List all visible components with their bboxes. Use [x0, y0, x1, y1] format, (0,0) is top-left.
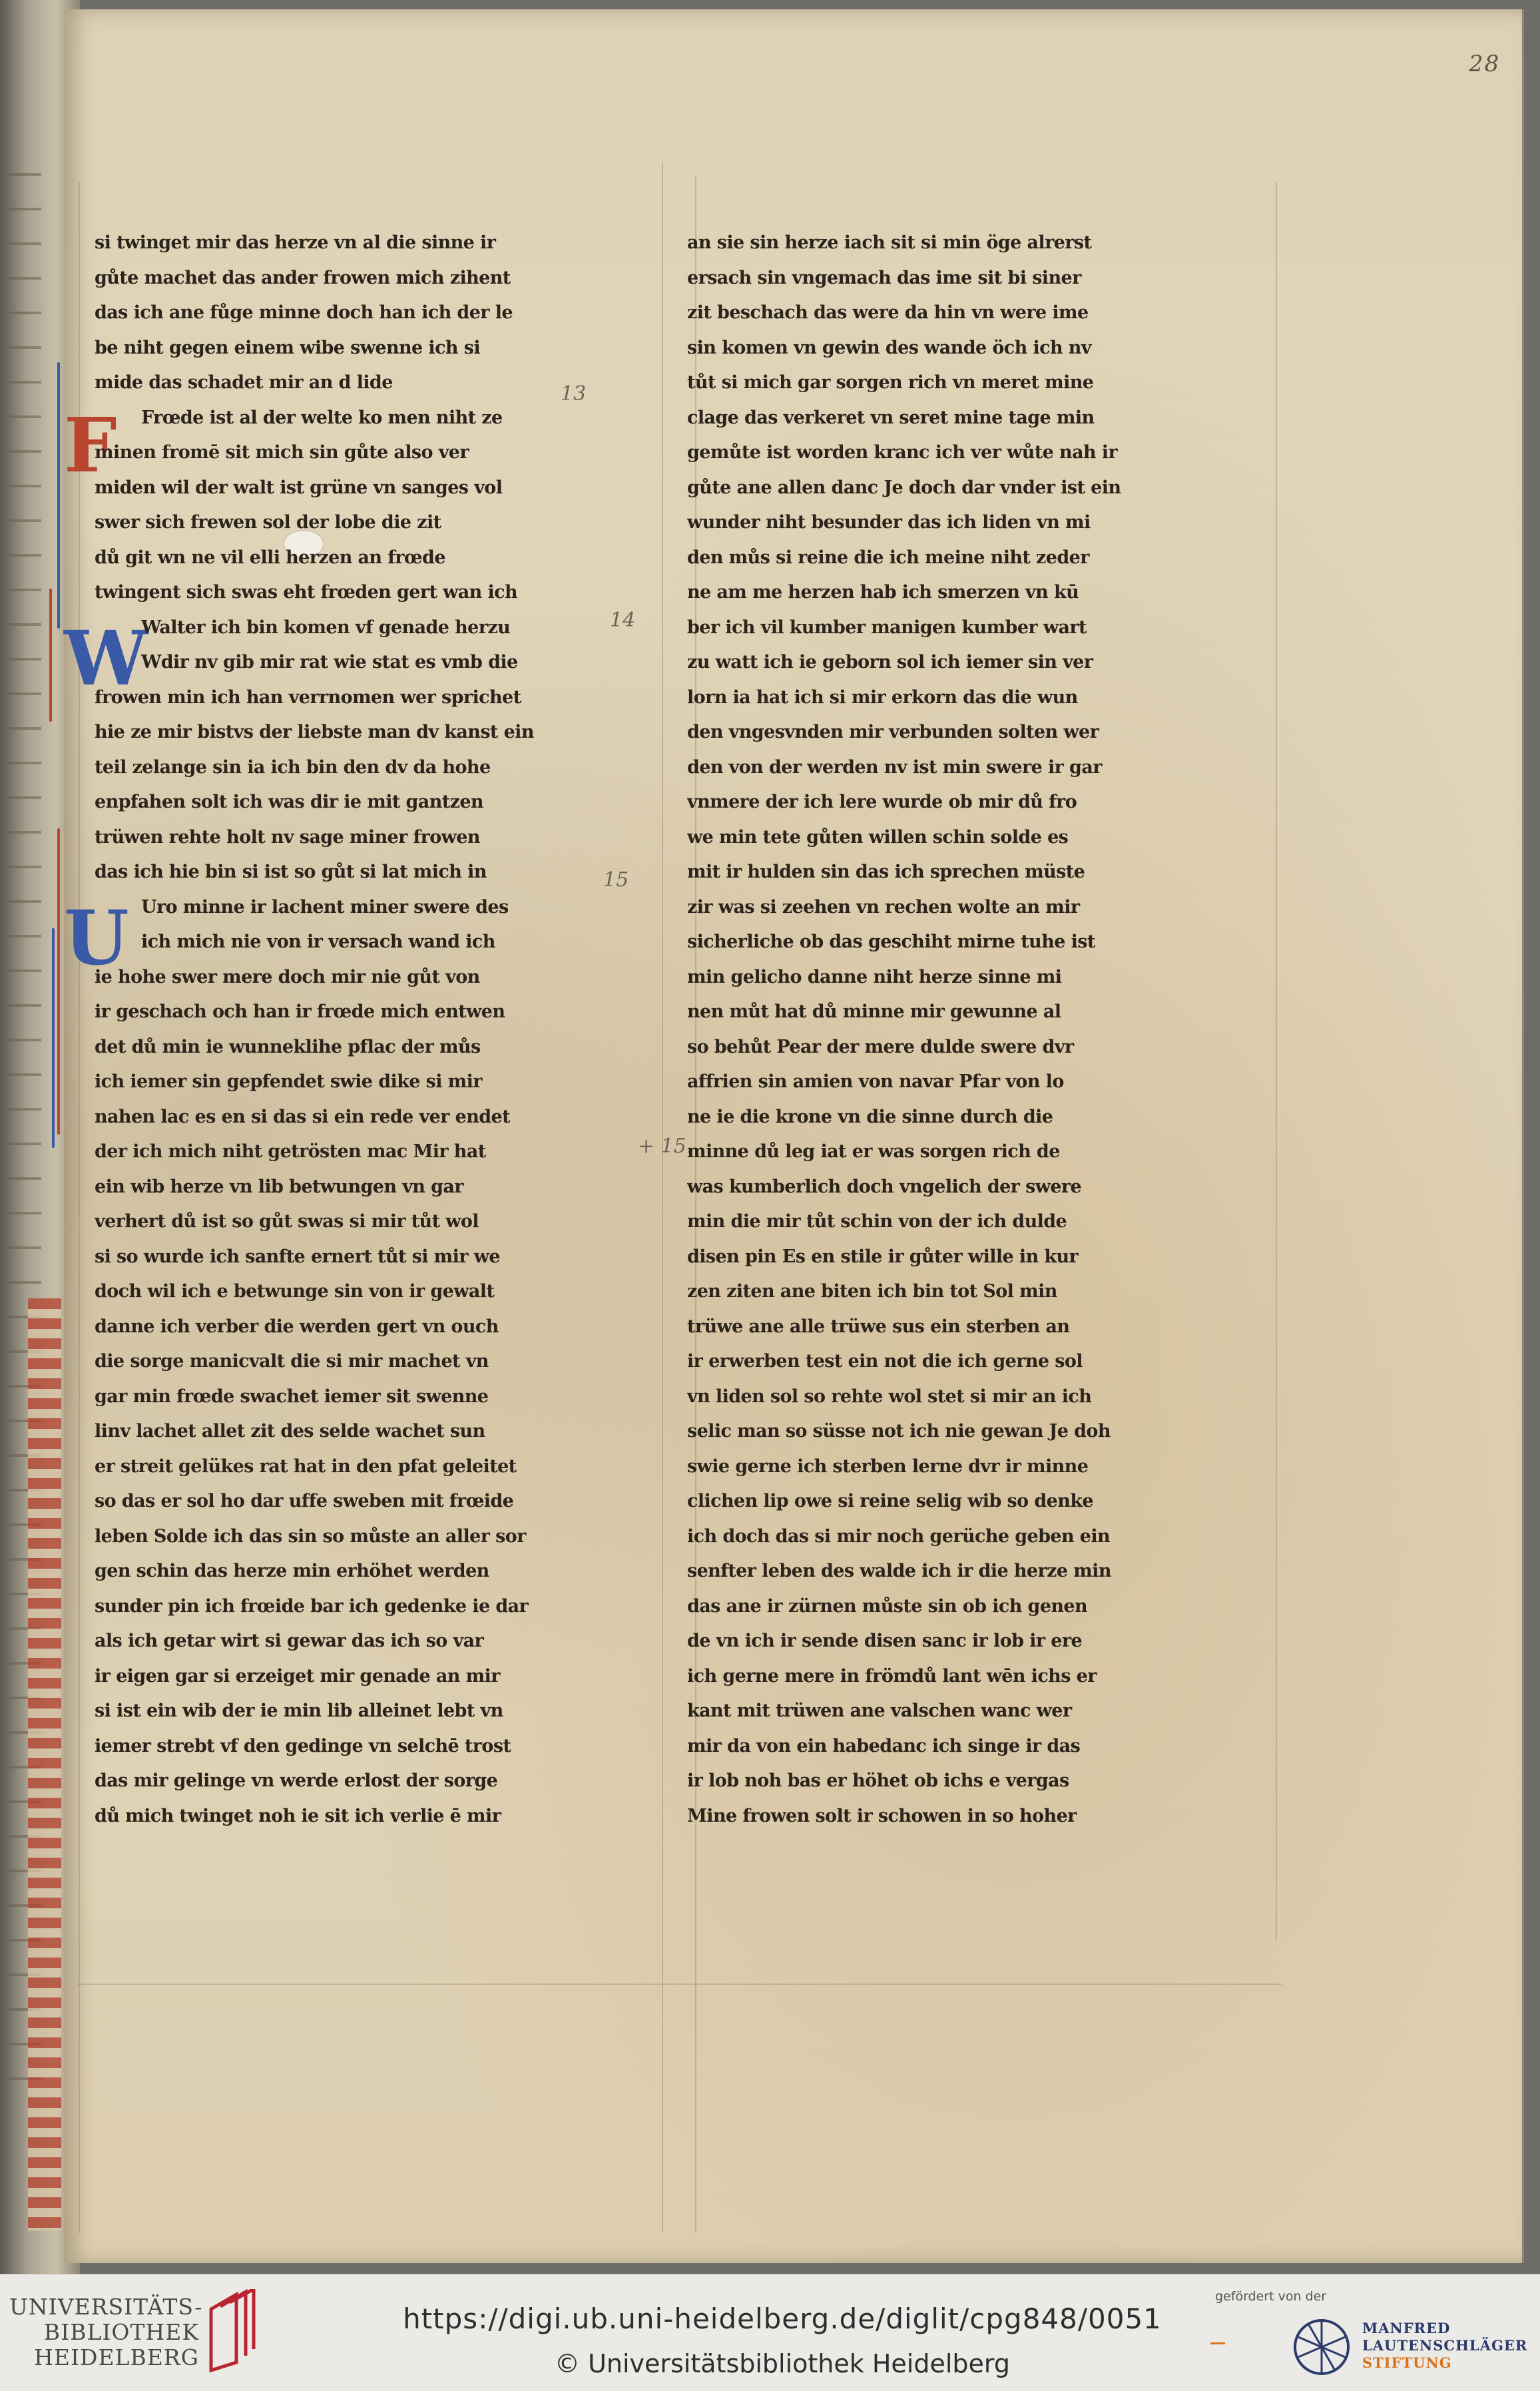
- manuscript-line: das mir gelinge vn werde erlost der sorge: [95, 1770, 498, 1791]
- manuscript-line: den von der werden nv ist min swere ir gar: [687, 756, 1102, 778]
- marginal-note-13: 13: [561, 382, 587, 405]
- ruling-line-bottom: [77, 1984, 1282, 1985]
- flourish-red-2: [57, 828, 60, 1135]
- facing-page-text-stroke: [7, 589, 41, 591]
- manuscript-line: mide das schadet mir an d lide: [95, 372, 393, 393]
- manuscript-line: Mine frowen solt ir schowen in so hoher: [687, 1805, 1077, 1826]
- facing-page-text-stroke: [7, 1281, 41, 1284]
- sponsor-subtitle: STIFTUNG: [1362, 2354, 1452, 2371]
- manuscript-line: trüwen rehte holt nv sage miner frowen: [95, 826, 480, 848]
- facing-page-text-stroke: [7, 554, 41, 557]
- manuscript-line: clichen lip owe si reine selig wib so denke: [687, 1491, 1093, 1511]
- manuscript-line: twingent sich swas eht frœden gert wan ich: [95, 582, 518, 603]
- manuscript-line: frowen min ich han verrnomen wer sprichet: [95, 686, 521, 708]
- facing-page-text-stroke: [7, 969, 41, 972]
- manuscript-line: die sorge manicvalt die si mir machet vn: [95, 1351, 489, 1372]
- manuscript-line: ersach sin vngemach das ime sit bi siner: [687, 267, 1081, 288]
- manuscript-line: kant mit trüwen ane valschen wanc wer: [687, 1701, 1072, 1721]
- manuscript-line: det dů min ie wunneklihe pflac der můs: [95, 1036, 481, 1057]
- library-logo-icon: [203, 2289, 256, 2372]
- manuscript-line: nen můt hat dů minne mir gewunne al: [687, 1001, 1061, 1022]
- manuscript-line: ber ich vil kumber manigen kumber wart: [687, 617, 1087, 638]
- manuscript-line: wunder niht besunder das ich liden vn mi: [687, 512, 1091, 533]
- library-logo-text: [9, 2294, 203, 2370]
- ruling-line-left: [79, 182, 80, 2233]
- manuscript-line: minen fromē sit mich sin gůte also ver: [95, 442, 469, 463]
- manuscript-line: be niht gegen einem wibe swenne ich si: [95, 337, 481, 358]
- facing-page-text-stroke: [7, 485, 41, 487]
- facing-page-text-stroke: [7, 796, 41, 799]
- facing-page-text-stroke: [7, 1108, 41, 1111]
- manuscript-line: zir was si zeehen vn rechen wolte an mir: [687, 896, 1080, 918]
- marginal-note-14: 14: [610, 609, 636, 632]
- manuscript-line: danne ich verber die werden gert vn ouch: [95, 1316, 499, 1337]
- manuscript-line: ir lob noh bas er höhet ob ichs e vergas: [687, 1770, 1069, 1791]
- manuscript-line: ir erwerben test ein not die ich gerne sol: [687, 1351, 1083, 1372]
- manuscript-line: selic man so süsse not ich nie gewan Je doh: [687, 1421, 1111, 1442]
- facing-page-text-stroke: [7, 935, 41, 937]
- manuscript-line: gemůte ist worden kranc ich ver wůte nah ir: [687, 442, 1118, 463]
- manuscript-line: hie ze mir bistvs der liebste man dv kanst ein: [95, 722, 534, 742]
- facing-page-text-stroke: [7, 277, 41, 280]
- manuscript-line: swer sich frewen sol der lobe die zit: [95, 512, 441, 533]
- sponsor-name: [1362, 2320, 1535, 2372]
- manuscript-line: affrien sin amien von navar Pfar von lo: [687, 1071, 1064, 1092]
- facing-page-text-stroke: [7, 208, 41, 210]
- facing-page-text-stroke: [7, 1143, 41, 1145]
- manuscript-line: miden wil der walt ist grüne vn sanges vol: [95, 477, 503, 498]
- manuscript-line: was kumberlich doch vngelich der swere: [687, 1176, 1082, 1197]
- manuscript-line: linv lachet allet zit des selde wachet sun: [95, 1421, 485, 1442]
- manuscript-line: mit ir hulden sin das ich sprechen müste: [687, 862, 1085, 882]
- facing-page-text-stroke: [7, 1004, 41, 1007]
- facing-page-text-stroke: [7, 658, 41, 661]
- manuscript-line: als ich getar wirt si gewar das ich so var: [95, 1631, 484, 1651]
- manuscript-line: ich gerne mere in frömdů lant wēn ichs er: [687, 1665, 1097, 1687]
- manuscript-line: enpfahen solt ich was dir ie mit gantzen: [95, 792, 483, 812]
- manuscript-line: das ich hie bin si ist so gůt si lat mich in: [95, 862, 487, 882]
- manuscript-line: si twinget mir das herze vn al die sinne ir: [95, 232, 496, 253]
- manuscript-line: sunder pin ich frœide bar ich gedenke ie dar: [95, 1595, 529, 1617]
- manuscript-line: nahen lac es en si das si ein rede ver endet: [95, 1106, 510, 1127]
- manuscript-line: ir eigen gar si erzeiget mir genade an mir: [95, 1665, 500, 1687]
- facing-page-text-stroke: [7, 692, 41, 695]
- facing-page-text-stroke: [7, 415, 41, 418]
- facing-page-text-stroke: [7, 1212, 41, 1214]
- facing-page-text-stroke: [7, 623, 41, 626]
- manuscript-line: swie gerne ich sterben lerne dvr ir minne: [687, 1456, 1089, 1477]
- facing-page-text-stroke: [7, 450, 41, 453]
- library-name-line: UNIVERSITÄTS-: [9, 2294, 203, 2320]
- manuscript-line: si ist ein wib der ie min lib alleinet lebt vn: [95, 1701, 503, 1721]
- manuscript-line: ich doch das si mir noch gerüche geben ein: [687, 1525, 1111, 1547]
- sponsor-dash: [1210, 2342, 1225, 2344]
- manuscript-line: vn liden sol so rehte wol stet si mir an ich: [687, 1386, 1092, 1407]
- manuscript-line: gůte machet das ander frowen mich zihent: [95, 267, 511, 288]
- manuscript-line: zu watt ich ie geborn sol ich iemer sin ver: [687, 652, 1093, 672]
- manuscript-line: we min tete gůten willen schin solde es: [687, 826, 1069, 848]
- sponsor-name-line: MANFRED: [1362, 2320, 1451, 2336]
- left-text-column: [95, 226, 674, 1834]
- copyright-notice: © Universitätsbibliothek Heidelberg: [554, 2349, 1011, 2378]
- ruling-line-right: [1276, 182, 1277, 1940]
- facing-page-text-stroke: [7, 312, 41, 314]
- folio-number: 28: [1469, 51, 1501, 77]
- facing-page-text-stroke: [7, 346, 41, 349]
- manuscript-line: dů git wn ne vil elli herzen an frœde: [95, 547, 445, 568]
- facing-page-text-stroke: [7, 1246, 41, 1249]
- footer-bar: [0, 2274, 1540, 2391]
- facing-page-text-stroke: [7, 1073, 41, 1076]
- facing-page-text-stroke: [7, 866, 41, 868]
- marginal-note-15: 15: [603, 868, 629, 892]
- flourish-red-1: [49, 589, 52, 722]
- manuscript-line: Uro minne ir lachent miner swere des: [141, 896, 509, 918]
- folio-page: [64, 9, 1524, 2263]
- manuscript-line: teil zelange sin ia ich bin den dv da hohe: [95, 756, 491, 778]
- manuscript-line: so behůt Pear der mere dulde swere dvr: [687, 1036, 1074, 1057]
- library-name-line: BIBLIOTHEK: [43, 2319, 199, 2345]
- manuscript-line: ie hohe swer mere doch mir nie gůt von: [95, 966, 480, 987]
- facing-page-text-stroke: [7, 762, 41, 764]
- manuscript-line: ne ie die krone vn die sinne durch die: [687, 1106, 1053, 1127]
- manuscript-line: leben Solde ich das sin so můste an aller sor: [95, 1525, 526, 1547]
- manuscript-line: verhert dů ist so gůt swas si mir tůt wol: [95, 1211, 479, 1232]
- manuscript-line: dů mich twinget noh ie sit ich verlie ē mir: [95, 1805, 501, 1826]
- flourish-blue-1: [57, 362, 60, 629]
- manuscript-line: min die mir tůt schin von der ich dulde: [687, 1211, 1067, 1232]
- facing-page-text-stroke: [7, 900, 41, 903]
- permalink-url[interactable]: https://digi.ub.uni-heidelberg.de/diglit/cpg848/0051: [403, 2302, 1162, 2335]
- right-text-column: [687, 226, 1266, 1834]
- manuscript-line: tůt si mich gar sorgen rich vn meret mine: [687, 372, 1094, 393]
- manuscript-line: gar min frœde swachet iemer sit swenne: [95, 1386, 489, 1407]
- manuscript-line: senfter leben des walde ich ir die herze min: [687, 1561, 1111, 1581]
- manuscript-line: ir geschach och han ir frœde mich entwen: [95, 1001, 505, 1022]
- facing-page-text-stroke: [7, 831, 41, 834]
- marginal-note-plus-15: + 15.: [638, 1135, 693, 1158]
- manuscript-line: zit beschach das were da hin vn were ime: [687, 302, 1089, 323]
- facing-page-text-stroke: [7, 381, 41, 384]
- manuscript-line: gen schin das herze min erhöhet werden: [95, 1561, 489, 1581]
- manuscript-line: clage das verkeret vn seret mine tage min: [687, 407, 1095, 428]
- sponsor-name-line: LAUTENSCHLÄGER: [1362, 2337, 1528, 2354]
- manuscript-line: er streit gelükes rat hat in den pfat geleitet: [95, 1456, 517, 1477]
- manuscript-line: ein wib herze vn lib betwungen vn gar: [95, 1176, 463, 1197]
- manuscript-line: das ane ir zürnen můste sin ob ich genen: [687, 1595, 1088, 1617]
- manuscript-line: trüwe ane alle trüwe sus ein sterben an: [687, 1316, 1070, 1337]
- flourish-blue-2: [52, 928, 55, 1148]
- manuscript-line: si so wurde ich sanfte ernert tůt si mir we: [95, 1246, 500, 1267]
- initial-U: U: [64, 895, 129, 982]
- gutter-rubric-marks: [28, 1298, 61, 2231]
- manuscript-line: mir da von ein habedanc ich singe ir das: [687, 1735, 1081, 1756]
- manuscript-line: ich iemer sin gepfendet swie dike si mir: [95, 1071, 482, 1092]
- manuscript-line: ich mich nie von ir versach wand ich: [141, 931, 495, 952]
- manuscript-line: an sie sin herze iach sit si min öge alrerst: [687, 232, 1092, 253]
- manuscript-line: Wdir nv gib mir rat wie stat es vmb die: [141, 652, 518, 672]
- manuscript-line: minne dů leg iat er was sorgen rich de: [687, 1141, 1060, 1162]
- manuscript-line: gůte ane allen danc Je doch dar vnder ist ein: [687, 477, 1121, 498]
- manuscript-line: disen pin Es en stile ir gůter wille in kur: [687, 1246, 1079, 1267]
- initial-W: W: [64, 615, 148, 702]
- facing-page-text-stroke: [7, 242, 41, 245]
- manuscript-line: lorn ia hat ich si mir erkorn das die wun: [687, 686, 1078, 708]
- facing-page-text-stroke: [7, 519, 41, 522]
- library-name-line: HEIDELBERG: [34, 2344, 199, 2370]
- manuscript-line: Frœde ist al der welte ko men niht ze: [141, 407, 503, 428]
- manuscript-line: der ich mich niht getrösten mac Mir hat: [95, 1141, 486, 1162]
- manuscript-line: doch wil ich e betwunge sin von ir gewalt: [95, 1281, 495, 1302]
- manuscript-line: den můs si reine die ich meine niht zeder: [687, 547, 1089, 568]
- manuscript-line: zen ziten ane biten ich bin tot Sol min: [687, 1281, 1057, 1302]
- manuscript-line: min gelicho danne niht herze sinne mi: [687, 966, 1062, 987]
- facing-page-text-stroke: [7, 1039, 41, 1041]
- manuscript-line: sin komen vn gewin des wande öch ich nv: [687, 337, 1091, 358]
- manuscript-line: vnmere der ich lere wurde ob mir dů fro: [687, 792, 1077, 812]
- manuscript-line: iemer strebt vf den gedinge vn selchē trost: [95, 1735, 511, 1756]
- sponsor-note: gefördert von der: [1215, 2289, 1327, 2304]
- manuscript-line: sicherliche ob das geschiht mirne tuhe ist: [687, 931, 1095, 952]
- facing-page-text-stroke: [7, 173, 41, 176]
- manuscript-line: den vngesvnden mir verbunden solten wer: [687, 722, 1099, 742]
- facing-page-text-stroke: [7, 727, 41, 730]
- facing-page-text-stroke: [7, 1177, 41, 1180]
- initial-F: F: [64, 402, 117, 489]
- manuscript-line: Walter ich bin komen vf genade herzu: [141, 617, 511, 638]
- manuscript-line: de vn ich ir sende disen sanc ir lob ir ere: [687, 1631, 1083, 1651]
- manuscript-line: so das er sol ho dar uffe sweben mit frœide: [95, 1491, 514, 1511]
- manuscript-line: das ich ane fůge minne doch han ich der le: [95, 302, 513, 323]
- manuscript-line: ne am me herzen hab ich smerzen vn kū: [687, 582, 1079, 603]
- sponsor-logo-icon: [1292, 2317, 1352, 2377]
